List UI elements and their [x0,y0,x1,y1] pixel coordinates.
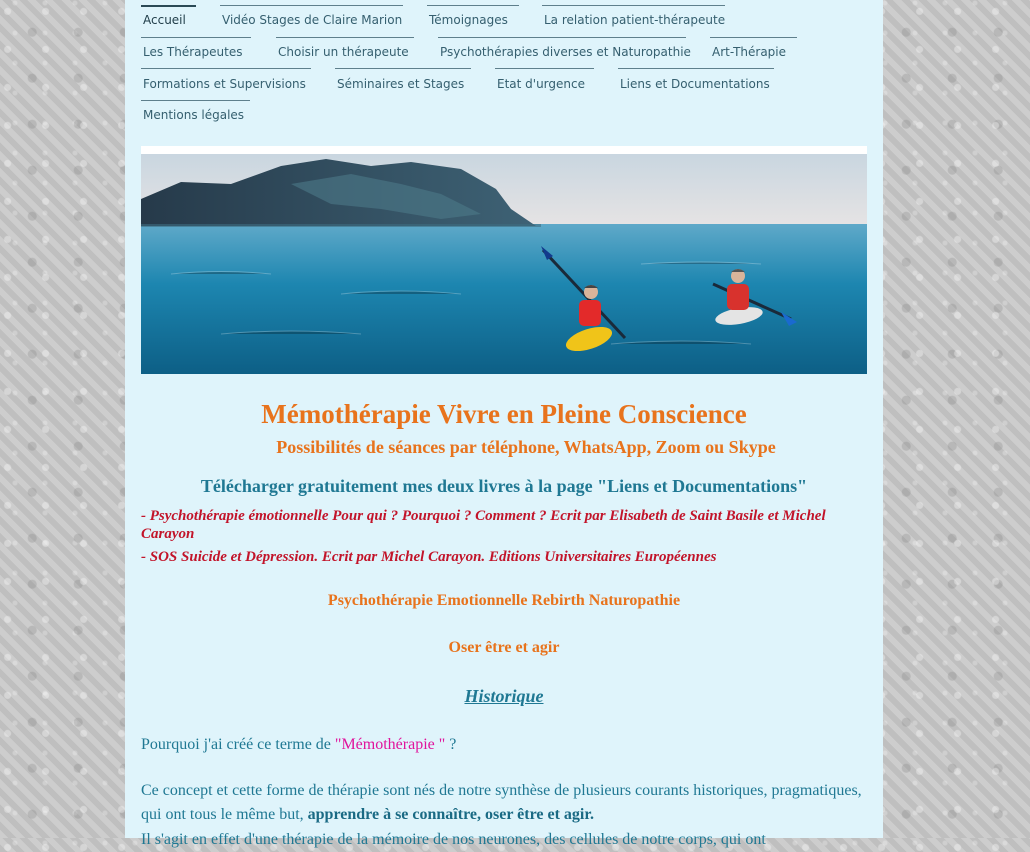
concept-paragraph [141,779,867,827]
book-item: - SOS Suicide et Dépression. Ecrit par Michel Carayon. Editions Universitaires Européennes [141,549,717,565]
nav-underline [141,100,250,101]
nav-link-temoignages[interactable]: Témoignages [429,13,508,27]
nav-underline [438,37,686,38]
concept-text: Ce concept et cette forme de thérapie sont nés de notre synthèse de plusieurs courants historiques, pragmatiques, qui ont tous le même but, [141,782,862,823]
nav-underline [542,5,725,6]
memotherapie-term: "Mémothérapie " [334,736,446,753]
question-paragraph [141,733,867,757]
tagline: Psychothérapie Emotionnelle Rebirth Naturopathie [327,592,681,609]
page-title: Mémothérapie Vivre en Pleine Conscience [261,399,747,429]
kayak-photo-illustration [141,154,867,374]
nav-link-therapeutes[interactable]: Les Thérapeutes [143,45,243,59]
download-notice: Télécharger gratuitement mes deux livres à la page "Liens et Documentations" [200,476,808,496]
nav-underline [618,68,774,69]
question-text: Pourquoi j'ai créé ce terme de [141,736,335,753]
book-item: - Psychothérapie émotionnelle Pour qui ? Pourquoi ? Comment ? Ecrit par Elisabeth de Saint Basile et Michel Carayon [141,508,826,542]
nav-link-choisir[interactable]: Choisir un thérapeute [278,45,409,59]
nav-underline [220,5,403,6]
nav-underline [427,5,519,6]
question-end: ? [445,736,457,753]
concept-emphasis: apprendre à se connaître, oser être et agir. [307,806,594,823]
nav-link-etat-urgence[interactable]: Etat d'urgence [497,77,585,91]
nav-link-accueil[interactable]: Accueil [143,13,186,27]
nav-link-liens[interactable]: Liens et Documentations [620,77,770,91]
motto: Oser être et agir [448,639,560,656]
nav-underline [335,68,471,69]
nav-link-art-therapie[interactable]: Art-Thérapie [712,45,787,59]
page-subtitle: Possibilités de séances par téléphone, WhatsApp, Zoom ou Skype [276,437,776,457]
nav-link-formations[interactable]: Formations et Supervisions [143,77,306,91]
nav-underline [710,37,797,38]
nav-underline [141,5,196,7]
nav-link-psychotherapies[interactable]: Psychothérapies diverses et Naturopathie [440,45,691,59]
nav-underline [495,68,594,69]
nav-link-seminaires[interactable]: Séminaires et Stages [337,77,465,91]
nav-underline [141,37,251,38]
nav-link-video-stages[interactable]: Vidéo Stages de Claire Marion [222,13,403,27]
nav-link-relation[interactable]: La relation patient-thérapeute [544,13,726,27]
body-paragraph: Il s'agit en effet d'une thérapie de la mémoire de nos neurones, des cellules de notre corps, qui ont [141,831,766,848]
nav-link-mentions[interactable]: Mentions légales [143,108,245,122]
page-panel [125,0,883,848]
nav-underline [141,68,311,69]
section-heading-historique: Historique [464,686,544,706]
hero-image [141,146,867,374]
nav-underline [276,37,414,38]
